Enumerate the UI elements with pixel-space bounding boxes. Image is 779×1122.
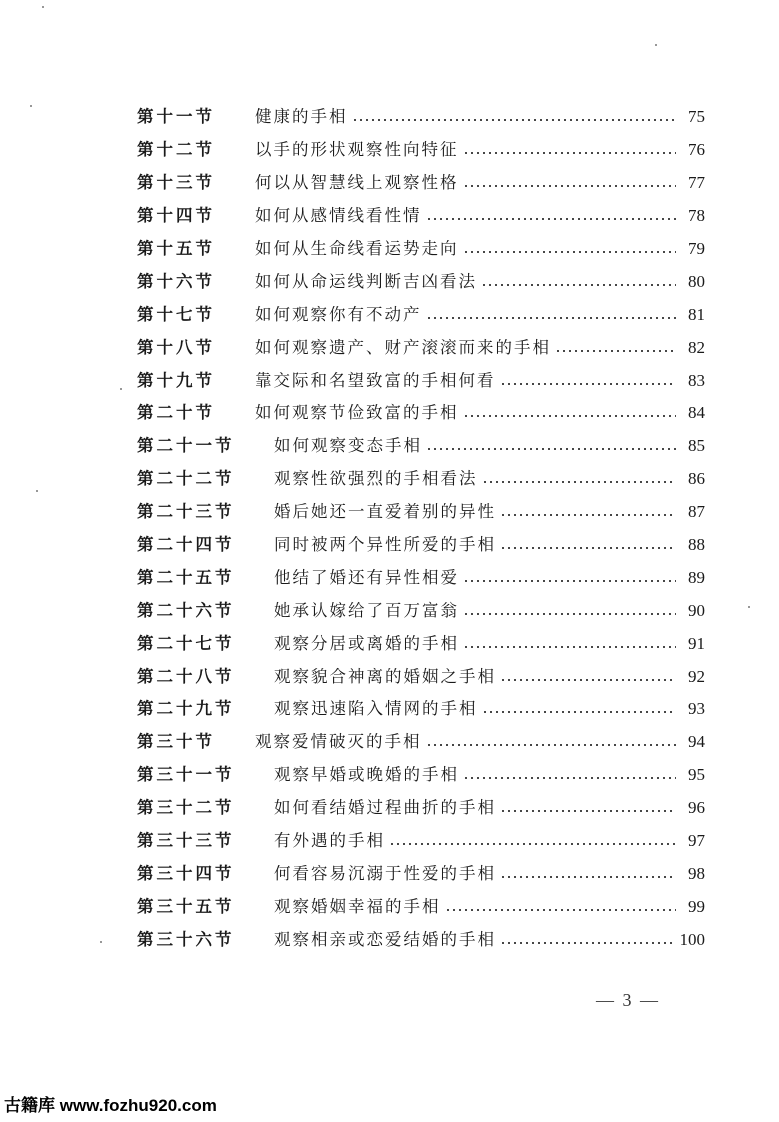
toc-entry — [137, 331, 705, 364]
dot-leader — [463, 646, 676, 648]
dot-leader — [389, 843, 676, 845]
toc-section-label: 第二十六节 — [137, 600, 235, 620]
toc-entry — [137, 134, 705, 167]
toc-page-number: 93 — [688, 699, 705, 719]
dot-leader — [463, 152, 677, 154]
toc-page-number: 90 — [688, 600, 705, 620]
toc-entry — [137, 890, 705, 923]
dot-leader — [445, 909, 677, 911]
dot-leader — [463, 185, 677, 187]
toc-section-label: 第二十二节 — [137, 469, 235, 489]
toc-title: 观察婚姻幸福的手相 — [274, 896, 441, 916]
toc-page-number: 84 — [688, 403, 705, 423]
toc-title: 如何看结婚过程曲折的手相 — [274, 798, 496, 818]
toc-page-number: 77 — [688, 173, 705, 193]
toc-page-number: 99 — [688, 896, 705, 916]
toc-title: 以手的形状观察性向特征 — [255, 140, 459, 160]
toc-entry — [137, 265, 705, 298]
dot-leader — [352, 119, 677, 121]
dot-leader — [426, 448, 676, 450]
toc-title: 何看容易沉溺于性爱的手相 — [274, 863, 496, 883]
toc-title: 有外遇的手相 — [274, 831, 385, 851]
dot-leader — [500, 876, 676, 878]
toc-section-label: 第三十二节 — [137, 798, 235, 818]
toc-title: 观察早婚或晚婚的手相 — [274, 765, 459, 785]
toc-section-label: 第十六节 — [137, 271, 215, 291]
toc-page-number: 87 — [688, 502, 705, 522]
toc-page-number: 91 — [688, 633, 705, 653]
toc-section-label: 第二十九节 — [137, 699, 235, 719]
toc-entry — [137, 627, 705, 660]
toc-title: 同时被两个异性所爱的手相 — [274, 535, 496, 555]
toc-page-number: 94 — [688, 732, 705, 752]
toc-title: 观察貌合神离的婚姻之手相 — [274, 666, 496, 686]
toc-section-label: 第十八节 — [137, 337, 215, 357]
dot-leader — [463, 415, 677, 417]
toc-entry — [137, 923, 705, 956]
toc-title: 观察性欲强烈的手相看法 — [274, 469, 478, 489]
page-number: — 3 — — [596, 990, 660, 1010]
toc-page-number: 82 — [688, 337, 705, 357]
toc-page-number: 88 — [688, 535, 705, 555]
scan-speck — [748, 606, 750, 608]
dot-leader — [463, 580, 676, 582]
toc-title: 如何观察你有不动产 — [255, 304, 422, 324]
toc-title: 观察迅速陷入情网的手相 — [274, 699, 478, 719]
dot-leader — [426, 317, 677, 319]
toc-title: 观察爱情破灭的手相 — [255, 732, 422, 752]
toc-entry — [137, 364, 705, 397]
toc-title: 如何观察节俭致富的手相 — [255, 403, 459, 423]
toc-section-label: 第三十六节 — [137, 929, 235, 949]
toc-entry — [137, 529, 705, 562]
toc-entry — [137, 200, 705, 233]
toc-entry — [137, 298, 705, 331]
toc-entry — [137, 594, 705, 627]
scan-speck — [655, 44, 657, 46]
toc-section-label: 第三十节 — [137, 732, 215, 752]
toc-entry — [137, 726, 705, 759]
toc-title: 观察相亲或恋爱结婚的手相 — [274, 929, 496, 949]
toc-section-label: 第十七节 — [137, 304, 215, 324]
toc-section-label: 第十二节 — [137, 140, 215, 160]
toc-entry — [137, 825, 705, 858]
toc-section-label: 第二十一节 — [137, 436, 235, 456]
dot-leader — [500, 514, 676, 516]
toc-entry — [137, 660, 705, 693]
toc-page-number: 81 — [688, 304, 705, 324]
dot-leader — [482, 711, 677, 713]
toc-section-label: 第十四节 — [137, 206, 215, 226]
dot-leader — [500, 679, 676, 681]
toc-section-label: 第二十五节 — [137, 567, 235, 587]
toc-entry — [137, 101, 705, 134]
toc-title: 靠交际和名望致富的手相何看 — [255, 370, 496, 390]
toc-section-label: 第十五节 — [137, 239, 215, 258]
scan-speck — [30, 105, 32, 107]
toc-page-number: 76 — [688, 140, 705, 160]
dot-leader — [481, 284, 676, 286]
dot-leader — [463, 777, 676, 779]
toc-section-label: 第二十八节 — [137, 666, 235, 686]
toc-entry — [137, 430, 705, 463]
toc-section-label: 第十一节 — [137, 107, 215, 127]
dot-leader — [463, 613, 676, 615]
toc-page-number: 92 — [688, 666, 705, 686]
toc-title: 如何观察变态手相 — [274, 436, 422, 456]
toc-title: 婚后她还一直爱着别的异性 — [274, 502, 496, 522]
dot-leader — [482, 481, 677, 483]
toc-title: 他结了婚还有异性相爱 — [274, 567, 459, 587]
toc-section-label: 第二十七节 — [137, 633, 235, 653]
toc-section-label: 第二十三节 — [137, 502, 235, 522]
toc-page-number: 78 — [688, 206, 705, 226]
toc-page-number: 97 — [688, 831, 705, 851]
toc-title: 何以从智慧线上观察性格 — [255, 173, 459, 193]
toc-page-number: 95 — [688, 765, 705, 785]
toc-page-number: 75 — [688, 107, 705, 127]
toc-entry — [137, 397, 705, 430]
toc-entry — [137, 233, 705, 266]
toc-page-number: 79 — [688, 239, 705, 258]
toc-entry — [137, 463, 705, 496]
site-watermark: 古籍库 www.fozhu920.com — [4, 1096, 217, 1115]
toc-title: 如何观察遗产、财产滚滚而来的手相 — [255, 337, 551, 357]
dot-leader — [500, 383, 677, 385]
toc-entry — [137, 857, 705, 890]
toc-title: 如何从命运线判断吉凶看法 — [255, 271, 477, 291]
toc-entry — [137, 759, 705, 792]
toc-section-label: 第三十一节 — [137, 765, 235, 785]
dot-leader — [463, 251, 677, 253]
dot-leader — [500, 547, 676, 549]
toc-page-number: 98 — [688, 863, 705, 883]
toc-section-label: 第三十五节 — [137, 896, 235, 916]
toc-page-number: 80 — [688, 271, 705, 291]
toc-page-number: 100 — [679, 929, 705, 949]
scan-speck — [42, 6, 44, 8]
toc-page-number: 86 — [688, 469, 705, 489]
toc-section-label: 第十九节 — [137, 370, 215, 390]
toc-title: 如何从感情线看性情 — [255, 206, 422, 226]
scan-speck — [100, 941, 102, 943]
scan-speck — [36, 490, 38, 492]
toc-section-label: 第三十四节 — [137, 863, 235, 883]
toc-section-label: 第十三节 — [137, 173, 215, 193]
toc-title: 如何从生命线看运势走向 — [255, 239, 459, 258]
toc-title: 观察分居或离婚的手相 — [274, 633, 459, 653]
toc-entry — [137, 561, 705, 594]
toc-section-label: 第二十节 — [137, 403, 215, 423]
dot-leader — [500, 810, 676, 812]
toc-section-label: 第三十三节 — [137, 831, 235, 851]
toc-page-number: 89 — [688, 567, 705, 587]
toc-page-number: 83 — [688, 370, 705, 390]
table-of-contents — [137, 101, 705, 956]
scan-speck — [120, 388, 122, 390]
toc-entry — [137, 693, 705, 726]
toc-entry — [137, 496, 705, 529]
toc-title: 健康的手相 — [255, 107, 348, 127]
toc-page-number: 85 — [688, 436, 705, 456]
dot-leader — [426, 744, 677, 746]
toc-section-label: 第二十四节 — [137, 535, 235, 555]
toc-page-number: 96 — [688, 798, 705, 818]
toc-title: 她承认嫁给了百万富翁 — [274, 600, 459, 620]
toc-entry — [137, 167, 705, 200]
dot-leader — [555, 350, 676, 352]
dot-leader — [500, 942, 675, 944]
dot-leader — [426, 218, 677, 220]
toc-entry — [137, 792, 705, 825]
